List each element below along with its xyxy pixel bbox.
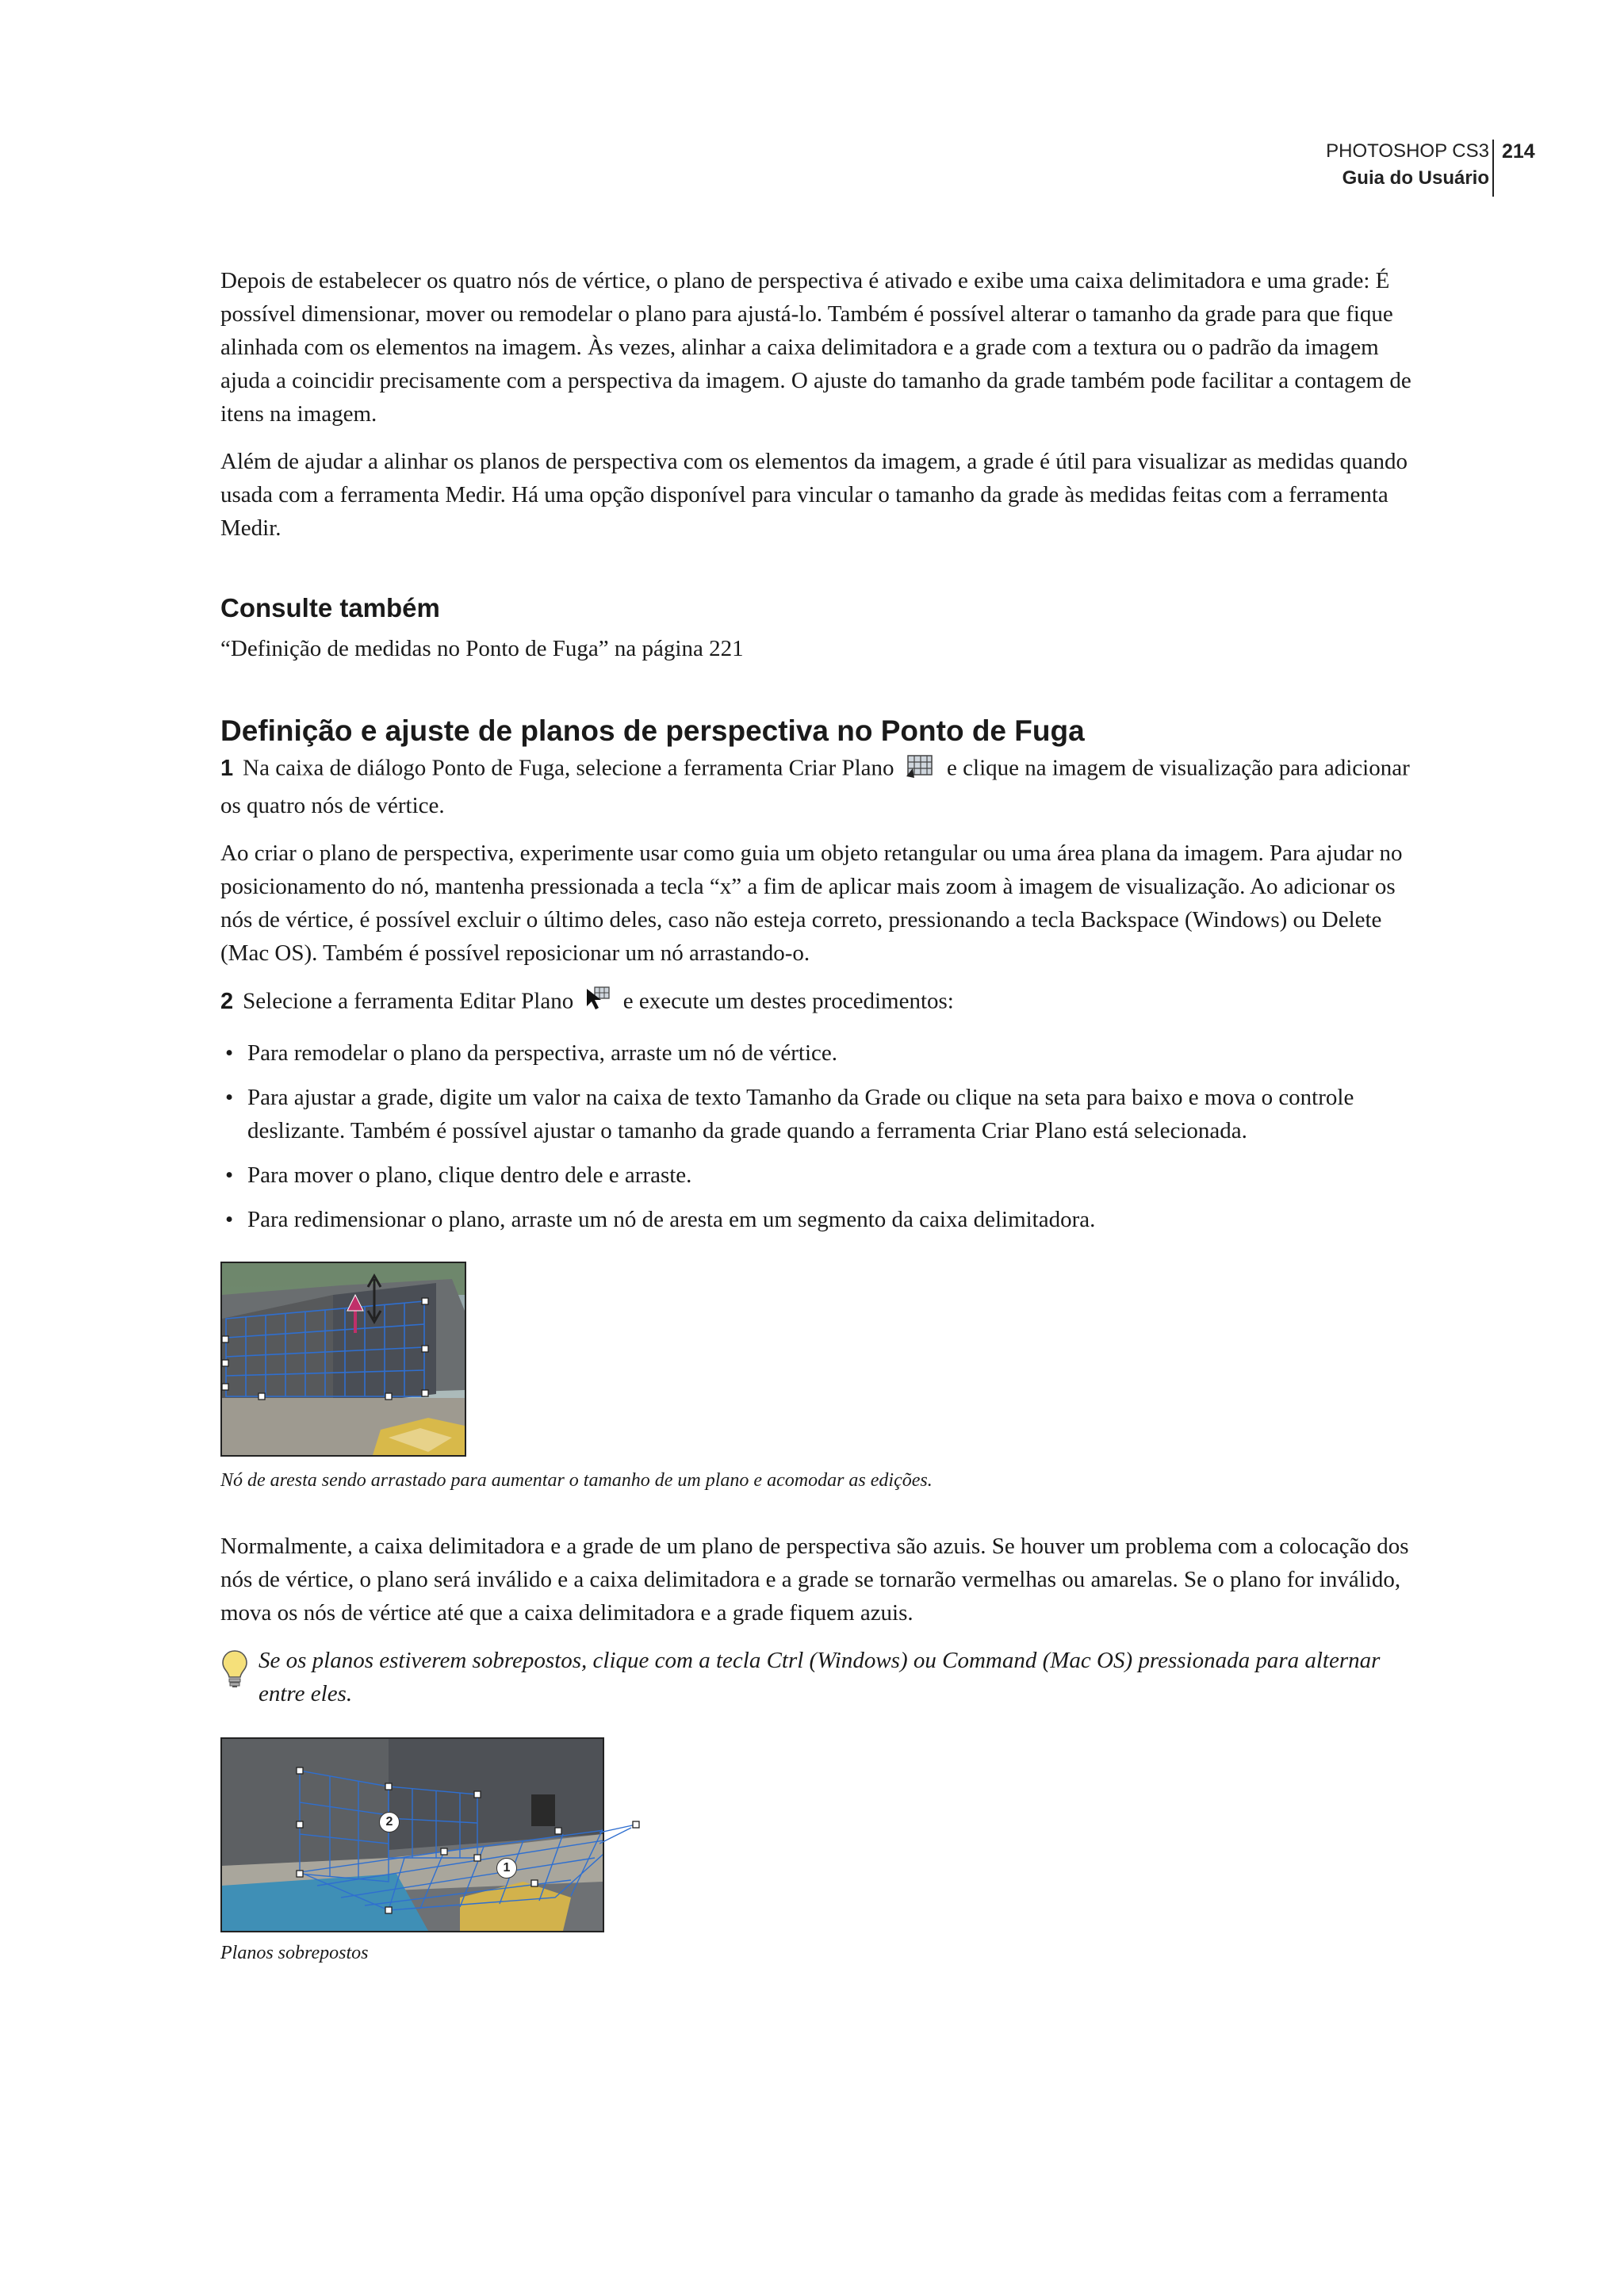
product-name: PHOTOSHOP CS3	[1326, 140, 1489, 162]
section-title: Definição e ajuste de planos de perspectiva no Ponto de Fuga	[220, 714, 1085, 747]
list-item: • Para remodelar o plano da perspectiva, arraste um nó de vértice.	[225, 1040, 838, 1066]
create-plane-tool-icon	[905, 751, 936, 789]
overlapping-planes-image	[222, 1739, 603, 1931]
placement-paragraph: Ao criar o plano de perspectiva, experimente usar como guia um objeto retangular ou uma área plana da imagem. Para ajudar no posicionamento do nó, mantenha pressionada a tecla “x” a fim de aplicar mais zoom à imagem de visualização. Ao adicionar os nós de vértice, é possível excluir o último deles, caso não esteja correto, pressionando a tecla Backspace (Windows) ou Delete (Mac OS). Também é possível reposicionar um nó arrastando-o.	[220, 841, 1403, 966]
validity-paragraph: Normalmente, a caixa delimitadora e a grade de um plano de perspectiva são azuis. Se houver um problema com a colocação dos nós de vértice, o plano será inválido e a caixa delimitadora e a grade se tornarão vermelhas ou amarelas. Se o plano for inválido, mova os nós de vértice até que a caixa delimitadora e a grade fiquem azuis.	[220, 1534, 1409, 1626]
step-2-text-b: e execute um destes procedimentos:	[622, 988, 954, 1014]
see-also-heading: Consulte também	[220, 593, 440, 622]
plane-marker-1: 1	[496, 1858, 517, 1878]
list-item: • Para redimensionar o plano, arraste um nó de aresta em um segmento da caixa delimitadora.	[225, 1207, 1096, 1232]
plane-marker-2: 2	[379, 1812, 400, 1833]
step-1-text-b: e clique na imagem de visualização para adicionar os quatro nós de vértice.	[220, 755, 1410, 818]
grid-overhang	[599, 1817, 647, 1848]
intro-paragraph-2: Além de ajudar a alinhar os planos de perspectiva com os elementos da imagem, a grade é útil para visualizar as medidas quando usada com a ferramenta Medir. Há uma opção disponível para vincular o tamanho da grade às medidas feitas com a ferramenta Medir.	[220, 449, 1408, 541]
intro-paragraph-1: Depois de estabelecer os quatro nós de vértice, o plano de perspectiva é ativado e exibe uma caixa delimitadora e uma grade: É possível dimensionar, mover ou remodelar o plano para ajustá-lo. Também é possível alterar o tamanho da grade para que fique alinhada com os elementos na imagem. Às vezes, alinhar a caixa delimitadora e a grade com a textura ou o padrão da imagem ajuda a coincidir precisamente com a perspectiva da imagem. O ajuste do tamanho da grade também pode facilitar a contagem de itens na imagem.	[220, 268, 1411, 427]
page-number: 214	[1502, 140, 1535, 163]
tip-block	[220, 1644, 1418, 1710]
page-content	[220, 264, 1418, 1966]
figure-1-caption: Nó de aresta sendo arrastado para aumentar o tamanho de um plano e acomodar as edições.	[220, 1470, 933, 1491]
step-1-text-a: Na caixa de diálogo Ponto de Fuga, selecione a ferramenta Criar Plano	[243, 755, 894, 781]
edit-plane-tool-icon	[584, 984, 612, 1022]
lightbulb-icon	[220, 1649, 249, 1694]
overlapping-planes-figure	[220, 1737, 604, 1932]
overlapping-planes-figure-wrap	[220, 1737, 633, 1932]
figure-2-caption: Planos sobrepostos	[220, 1943, 369, 1963]
step-2-number: 2	[220, 988, 234, 1014]
step-1-number: 1	[220, 755, 234, 781]
guide-name: Guia do Usuário	[1342, 167, 1489, 189]
procedure-list	[220, 1036, 1418, 1236]
step-2	[220, 984, 1418, 1022]
step-1	[220, 751, 1418, 822]
edge-node-drag-image	[222, 1263, 465, 1455]
header-divider	[1492, 140, 1494, 197]
edge-node-drag-figure	[220, 1262, 466, 1457]
list-item: • Para mover o plano, clique dentro dele e arraste.	[225, 1162, 692, 1188]
see-also-link[interactable]: “Definição de medidas no Ponto de Fuga” na página 221	[220, 636, 744, 661]
step-2-text-a: Selecione a ferramenta Editar Plano	[243, 988, 574, 1014]
list-item: • Para ajustar a grade, digite um valor na caixa de texto Tamanho da Grade ou clique na seta para baixo e mova o controle deslizante. Também é possível ajustar o tamanho da grade quando a ferramenta Criar Plano está selecionada.	[225, 1085, 1354, 1143]
page-header	[1237, 135, 1538, 198]
running-head	[1326, 138, 1489, 192]
tip-text: Se os planos estiverem sobrepostos, clique com a tecla Ctrl (Windows) ou Command (Mac OS) pressionada para alternar entre eles.	[259, 1648, 1381, 1706]
